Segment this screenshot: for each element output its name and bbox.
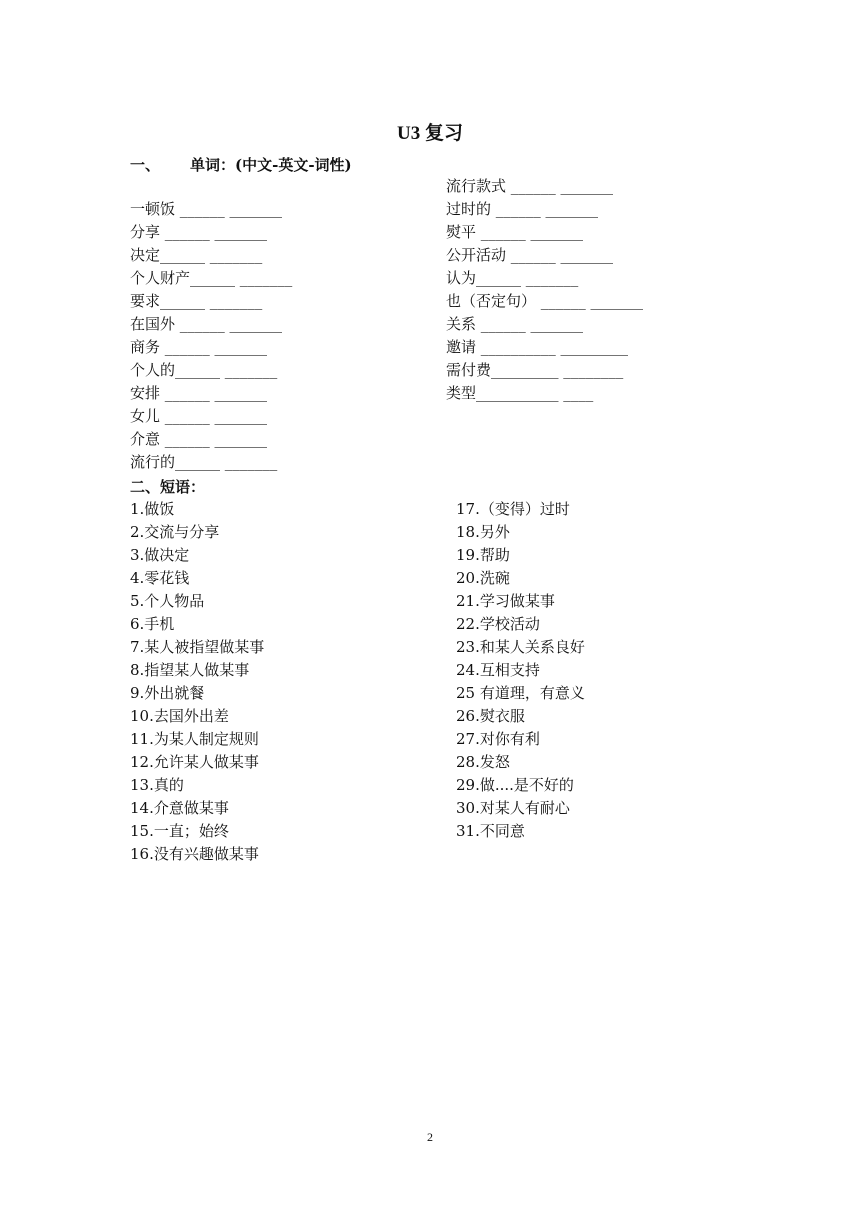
vocab-item: 个人的______ _______ bbox=[130, 361, 278, 379]
phrase-item: 5.个人物品 bbox=[130, 592, 205, 610]
phrase-item: 10.去国外出差 bbox=[130, 707, 229, 725]
section-1-heading: 单词：(中文-英文-词性) bbox=[190, 156, 352, 174]
phrase-item: 27.对你有利 bbox=[456, 730, 540, 748]
phrase-item: 21.学习做某事 bbox=[456, 592, 555, 610]
vocab-item: 过时的 ______ _______ bbox=[446, 200, 599, 218]
vocab-item: 女儿 ______ _______ bbox=[130, 407, 268, 425]
phrase-item: 24.互相支持 bbox=[456, 661, 540, 679]
vocab-item: 流行的______ _______ bbox=[130, 453, 278, 471]
vocab-item: 也（否定句） ______ _______ bbox=[446, 292, 644, 310]
vocab-item: 安排 ______ _______ bbox=[130, 384, 268, 402]
vocab-item: 个人财产______ _______ bbox=[130, 269, 293, 287]
phrase-item: 23.和某人关系良好 bbox=[456, 638, 585, 656]
phrase-item: 30.对某人有耐心 bbox=[456, 799, 570, 817]
phrase-item: 16.没有兴趣做某事 bbox=[130, 845, 259, 863]
vocab-item: 介意 ______ _______ bbox=[130, 430, 268, 448]
section-2-heading: 二、短语： bbox=[130, 478, 206, 496]
phrases-left-column bbox=[130, 498, 264, 866]
phrase-item: 8.指望某人做某事 bbox=[130, 661, 250, 679]
phrase-item: 4.零花钱 bbox=[130, 569, 190, 587]
phrase-item: 26.熨衣服 bbox=[456, 707, 525, 725]
phrase-item: 19.帮助 bbox=[456, 546, 510, 564]
phrase-item: 2.交流与分享 bbox=[130, 523, 220, 541]
phrase-item: 25 有道理，有意义 bbox=[456, 684, 585, 702]
phrase-item: 9.外出就餐 bbox=[130, 684, 205, 702]
vocab-item: 需付费_________ ________ bbox=[446, 361, 624, 379]
vocab-item: 类型___________ ____ bbox=[446, 384, 594, 402]
phrase-item: 22.学校活动 bbox=[456, 615, 540, 633]
phrase-item: 11.为某人制定规则 bbox=[130, 730, 259, 748]
phrase-item: 3.做决定 bbox=[130, 546, 190, 564]
phrase-item: 13.真的 bbox=[130, 776, 184, 794]
phrase-item: 6.手机 bbox=[130, 615, 175, 633]
page-number: 2 bbox=[427, 1130, 433, 1144]
phrases-right-column bbox=[456, 498, 585, 843]
vocab-right-column bbox=[446, 175, 643, 405]
phrase-item: 15.一直；始终 bbox=[130, 822, 229, 840]
vocab-item: 一顿饭 ______ _______ bbox=[130, 200, 283, 218]
phrase-item: 28.发怒 bbox=[456, 753, 510, 771]
vocab-item: 商务 ______ _______ bbox=[130, 338, 268, 356]
vocab-item: 分享 ______ _______ bbox=[130, 223, 268, 241]
page-title: U3 复习 bbox=[397, 123, 463, 144]
vocab-item: 公开活动 ______ _______ bbox=[446, 246, 614, 264]
section-1-number: 一、 bbox=[130, 156, 161, 174]
phrase-item: 14.介意做某事 bbox=[130, 799, 229, 817]
vocab-item: 熨平 ______ _______ bbox=[446, 223, 584, 241]
vocab-left-column bbox=[130, 198, 292, 474]
phrase-item: 17.（变得）过时 bbox=[456, 500, 570, 518]
phrase-item: 18.另外 bbox=[456, 523, 510, 541]
phrase-item: 7.某人被指望做某事 bbox=[130, 638, 265, 656]
phrase-item: 12.允许某人做某事 bbox=[130, 753, 259, 771]
phrase-item: 20.洗碗 bbox=[456, 569, 510, 587]
phrase-item: 1.做饭 bbox=[130, 500, 175, 518]
vocab-item: 认为______ _______ bbox=[446, 269, 579, 287]
vocab-item: 要求______ _______ bbox=[130, 292, 263, 310]
vocab-item: 邀请 __________ _________ bbox=[446, 338, 629, 356]
vocab-item: 关系 ______ _______ bbox=[446, 315, 584, 333]
vocab-item: 流行款式 ______ _______ bbox=[446, 177, 614, 195]
vocab-item: 在国外 ______ _______ bbox=[130, 315, 283, 333]
phrase-item: 31.不同意 bbox=[456, 822, 525, 840]
phrase-item: 29.做....是不好的 bbox=[456, 776, 574, 794]
vocab-item: 决定______ _______ bbox=[130, 246, 263, 264]
